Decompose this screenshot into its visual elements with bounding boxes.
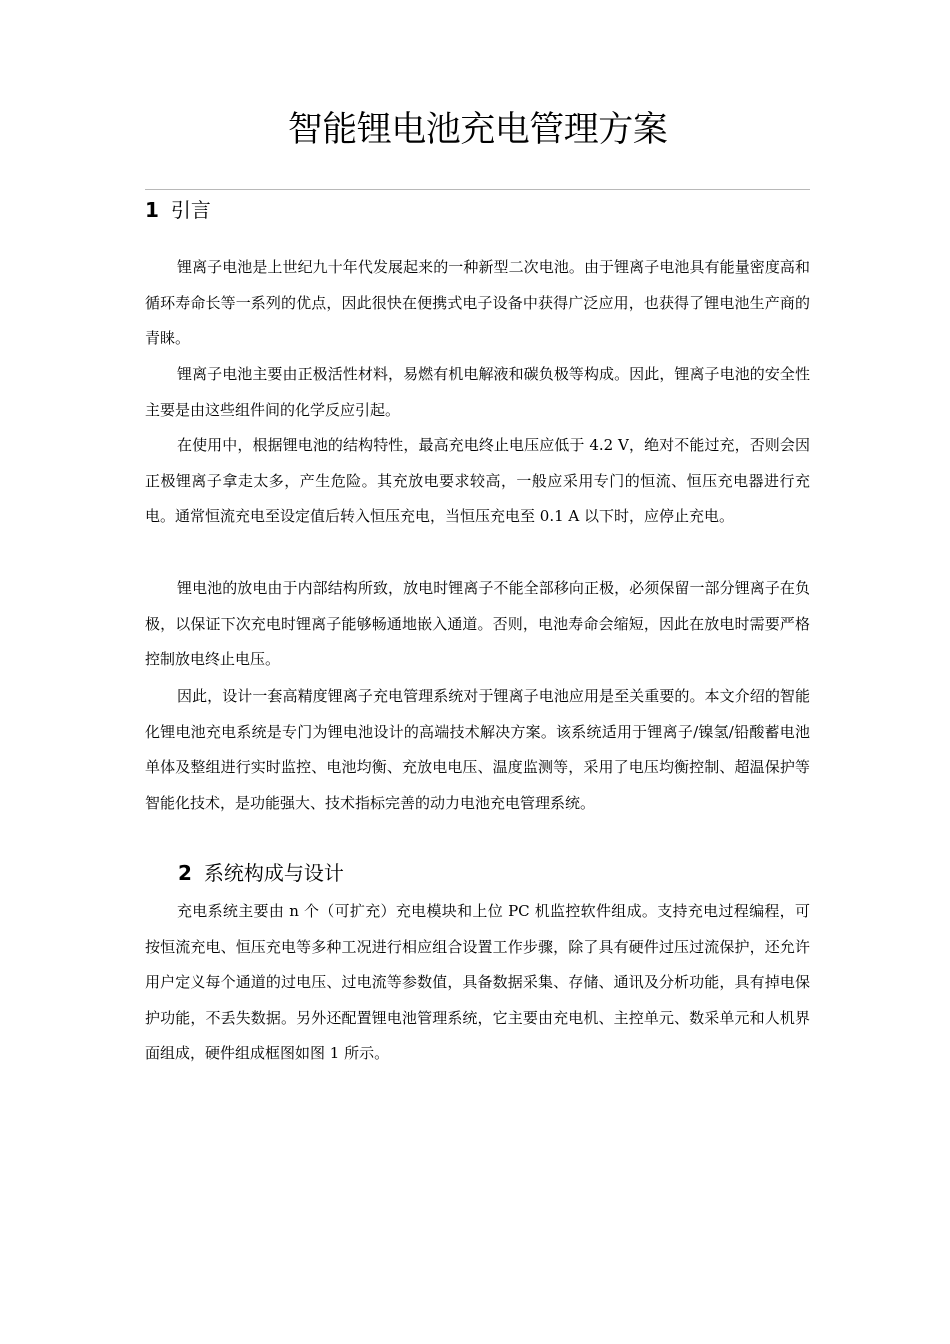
paragraph: 在使用中，根据锂电池的结构特性，最高充电终止电压应低于 4.2 V，绝对不能过充，否则会因正极锂离子拿走太多，产生危险。其充放电要求较高，一般应采用专门的恒流、恒压充电器进行充电。通常恒流充电至设定值后转入恒压充电，当恒压充电至 0.1 A 以下时，应停止充电。 bbox=[145, 436, 810, 525]
section-heading-system-design bbox=[178, 858, 344, 888]
section-title: 引言 bbox=[170, 198, 211, 222]
document-title: 智能锂电池充电管理方案 bbox=[287, 110, 668, 150]
section-number: 1 bbox=[145, 198, 159, 222]
paragraph: 锂离子电池是上世纪九十年代发展起来的一种新型二次电池。由于锂离子电池具有能量密度高和循环寿命长等一系列的优点，因此很快在便携式电子设备中获得广泛应用，也获得了锂电池生产商的青睐。 bbox=[145, 258, 810, 347]
paragraph: 锂离子电池主要由正极活性材料，易燃有机电解液和碳负极等构成。因此，锂离子电池的安全性主要是由这些组件间的化学反应引起。 bbox=[145, 365, 810, 419]
paragraph: 因此，设计一套高精度锂离子充电管理系统对于锂离子电池应用是至关重要的。本文介绍的智能化锂电池充电系统是专门为锂电池设计的高端技术解决方案。该系统适用于锂离子/镍氢/铅酸蓄电池单体及整组进行实时监控、电池均衡、充放电电压、温度监测等，采用了电压均衡控制、超温保护等智能化技术，是功能强大、技术指标完善的动力电池充电管理系统。 bbox=[145, 687, 810, 812]
paragraph: 锂电池的放电由于内部结构所致，放电时锂离子不能全部移向正极，必须保留一部分锂离子在负极，以保证下次充电时锂离子能够畅通地嵌入通道。否则，电池寿命会缩短，因此在放电时需要严格控制放电终止电压。 bbox=[145, 579, 810, 668]
paragraph: 充电系统主要由 n 个（可扩充）充电模块和上位 PC 机监控软件组成。支持充电过程编程，可按恒流充电、恒压充电等多种工况进行相应组合设置工作步骤，除了具有硬件过压过流保护，还允许用户定义每个通道的过电压、过电流等参数值，具备数据采集、存储、通讯及分析功能，具有掉电保护功能，不丢失数据。另外还配置锂电池管理系统，它主要由充电机、主控单元、数采单元和人机界面组成，硬件组成框图如图 1 所示。 bbox=[145, 902, 810, 1062]
section-heading-introduction bbox=[145, 195, 211, 225]
section-number: 2 bbox=[178, 861, 192, 885]
section-title: 系统构成与设计 bbox=[203, 861, 344, 885]
title-divider bbox=[145, 189, 810, 190]
